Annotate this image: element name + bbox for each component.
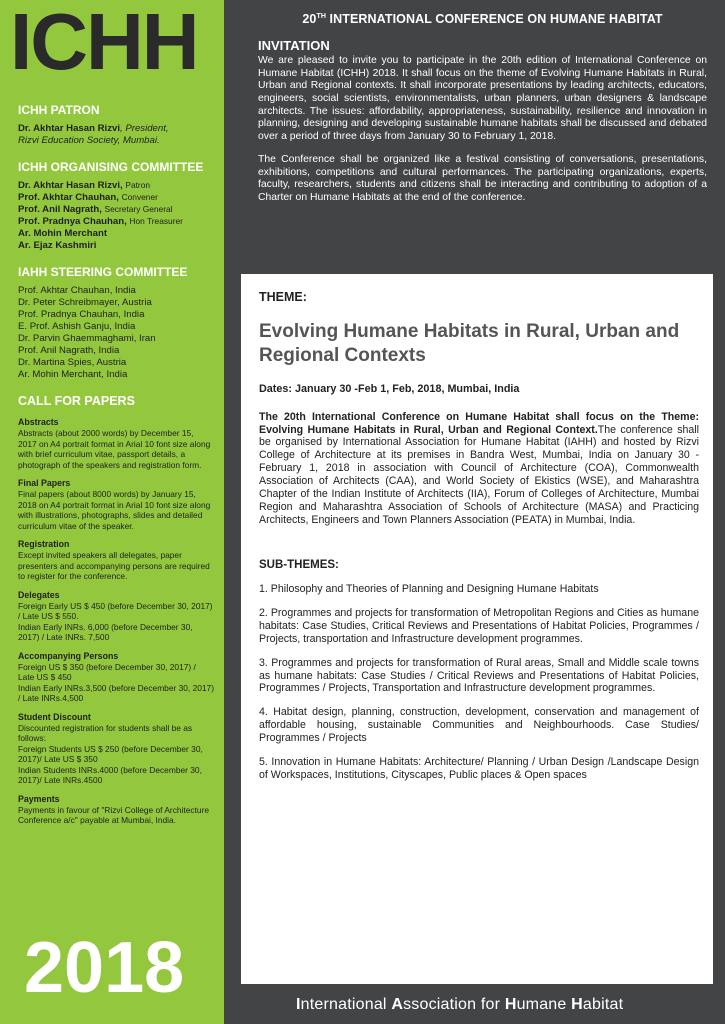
- call-section-text: Abstracts (about 2000 words) by December 15, 2017 on A4 portrait format in Arial 10 font size along with brief curriculum vitae, passport details, a photograph of the speakers and registration form.: [18, 428, 211, 470]
- patron-role: , President,: [120, 123, 169, 135]
- footer-word: ssociation for: [403, 996, 505, 1013]
- call-section-title: Student Discount: [18, 711, 91, 722]
- footer-initial: I: [296, 996, 301, 1013]
- steering-member: Prof. Pradnya Chauhan, India: [18, 309, 145, 321]
- steering-member: Prof. Anil Nagrath, India: [18, 345, 120, 357]
- dates-label: Dates:: [259, 382, 296, 395]
- patron-org: Rizvi Education Society, Mumbai.: [18, 135, 160, 147]
- invitation-paragraph: The Conference shall be organized like a festival consisting of conversations, presentations, exhibitions, competitions and cultural performances. The participating organizations, experts, faculty, researchers, students and citizens shall be interacting and contributing to adoption of a Charter on Humane Habitats at the end of the conference.: [258, 153, 707, 203]
- footer-word: umane: [516, 996, 572, 1013]
- footer-initial: H: [571, 996, 583, 1013]
- steering-member: Ar. Mohin Merchant, India: [18, 369, 128, 381]
- call-section-text: Foreign Early US $ 450 (before December 30, 2017) / Late US $ 550. Indian Early INRs. 6,000 (before December 30, 2017) / Late INRs. 7,500: [18, 600, 213, 643]
- org-member-name: Prof. Akhtar Chauhan,: [18, 192, 119, 204]
- association-name: [296, 996, 623, 1014]
- steering-member: Dr. Peter Schreibmayer, Austria: [18, 297, 152, 309]
- steering-member: Dr. Parvin Ghaemmaghami, Iran: [18, 333, 156, 345]
- conference-number: 20: [302, 12, 317, 26]
- call-section-title: Abstracts: [18, 417, 59, 428]
- invitation-panel: [224, 0, 725, 264]
- conference-title: [258, 12, 707, 26]
- call-section-title: Registration: [18, 539, 70, 550]
- conference-name: INTERNATIONAL CONFERENCE ON HUMANE HABITAT: [325, 12, 663, 26]
- subtheme-item: 3. Programmes and projects for transformation of Rural areas, Small and Middle scale towns as humane habitats: Case Studies / Critical Reviews and Presentations of Habitat Policies, Programmes / Projects, Transportation and Infrastructure development programmes.: [259, 656, 699, 695]
- org-member-name: Dr. Akhtar Hasan Rizvi,: [18, 180, 123, 192]
- conference-number-suffix: TH: [316, 12, 326, 20]
- subtheme-item: 2. Programmes and projects for transformation of Metropolitan Regions and Cities as humane habitats: Case Studies, Critical Reviews and Presentations of Habitat Policies, Programmes / Projects, transportation and Infrastructure development programmes.: [259, 606, 699, 645]
- call-section-text: Payments in favour of "Rizvi College of Architecture Conference a/c" payable at Mumbai, India.: [18, 804, 210, 826]
- theme-description: [259, 411, 699, 527]
- org-member-role: Hon Treasurer: [129, 216, 183, 227]
- call-section-text: Except invited speakers all delegates, paper presenters and accompanying persons are required to register for the conference.: [18, 550, 210, 582]
- subtheme-item: 5. Innovation in Humane Habitats: Architecture/ Planning / Urban Design /Landscape Design of Workspaces, Institutions, Cityscapes, Public places & Open spaces: [259, 756, 699, 782]
- invitation-paragraph: We are pleased to invite you to participate in the 20th edition of International Conference on Humane Habitat (ICHH) 2018. It shall focus on the theme of Evolving Humane Habitats in Rural, Urban and Regional contexts. It shall incorporate presentations by leading architects, educators, engineers, social scientists, environmentalists, urban planners, urban designers & landscape architects. The issues: affordability, appropriateness, sustainability, resilience and innovation in planning, designing and developing sustainable humane habitats shall be discussed and debated over a period of three days from January 30 to February 1, 2018.: [258, 55, 707, 143]
- steering-member: Dr. Martina Spies, Austria: [18, 357, 127, 369]
- call-section-title: Final Papers: [18, 478, 71, 489]
- org-member: [18, 240, 214, 252]
- call-section-text: Final papers (about 8000 words) by January 15, 2018 on A4 portrait format in Arial 10 font size along with illustrations, photographs, slides and detailed curriculum vitae of the speaker.: [18, 489, 211, 531]
- dates-value: January 30 -Feb 1, Feb, 2018, Mumbai, India: [295, 382, 520, 395]
- org-member-role: Secretary General: [104, 204, 173, 215]
- theme-panel: [241, 274, 713, 984]
- footer-bar: [224, 984, 725, 1024]
- theme-focus: The 20th International Conference on Humane Habitat shall focus on the Theme: Evolving Humane Habitats in Rural, Urban and Regional Context.: [259, 410, 699, 436]
- steering-heading: IAHH STEERING COMMITTEE: [18, 265, 188, 280]
- subthemes-label: SUB-THEMES:: [259, 558, 339, 571]
- org-member-name: Prof. Pradnya Chauhan,: [18, 216, 127, 228]
- org-member: [18, 204, 214, 216]
- patron-section: [18, 104, 214, 147]
- brand-logo: ICHH: [10, 0, 198, 86]
- org-member-name: Prof. Anil Nagrath,: [18, 204, 102, 216]
- org-member: [18, 180, 214, 192]
- footer-initial: A: [391, 996, 404, 1013]
- org-member-role: Patron: [125, 180, 151, 191]
- theme-details: The conference shall be organised by International Association for Humane Habitat (IAHH) and hosted by Rizvi College of Architecture at its premises in Bandra West, Mumbai, India on January 30 - February 1, 2018 in association with Council of Architecture (COA), Commonwealth Association of Architects (CAA), and World Society of Ekistics (WSE), and Maharashtra Chapter of the Indian Institute of Architects (IIA), Forum of Colleges of Architecture, Mumbai Region and Maharashtra Association of Schools of Architecture (MASA) and Practicing Architects, Engineers and Town Planners Association (PEATA) in Mumbai, India.: [259, 423, 699, 526]
- call-section-title: Delegates: [18, 589, 60, 600]
- org-member: [18, 216, 214, 228]
- call-section-text: Foreign US $ 350 (before December 30, 2017) / Late US $ 450 Indian Early INRs.3,500 (before December 30, 2017) / Late INRs.4,500: [18, 661, 214, 704]
- patron-org-line: [18, 135, 214, 147]
- org-member: [18, 192, 214, 204]
- theme-title: Evolving Humane Habitats in Rural, Urban and Regional Contexts: [259, 321, 680, 367]
- invitation-heading: INVITATION: [258, 38, 330, 53]
- theme-label: THEME:: [259, 290, 307, 304]
- sidebar: [0, 0, 224, 1024]
- footer-word: abitat: [582, 996, 624, 1013]
- patron-heading: ICHH PATRON: [18, 103, 100, 117]
- patron-name-line: [18, 123, 214, 135]
- organising-heading: ICHH ORGANISING COMMITTEE: [18, 160, 204, 175]
- org-member: [18, 228, 214, 240]
- organising-committee: [18, 161, 214, 252]
- year-label: 2018: [24, 928, 185, 1008]
- steering-member: E. Prof. Ashish Ganju, India: [18, 321, 136, 333]
- subtheme-item: 4. Habitat design, planning, construction, development, conservation and management of affordable housing, sustainable Communities and Neighbourhoods. Case Studies/ Programmes / Projects: [259, 706, 699, 745]
- call-section-text: Discounted registration for students shall be as follows: Foreign Students US $ 250 (before December 30, 2017)/ Late US $ 350 Indian Students INRs.4000 (before December 30, 2017)/ Late INRs.4500: [18, 722, 203, 786]
- call-heading: CALL FOR PAPERS: [18, 394, 135, 409]
- footer-initial: H: [504, 996, 517, 1013]
- org-member-name: Ar. Mohin Merchant: [18, 228, 108, 240]
- steering-committee: [18, 266, 214, 381]
- patron-name: Dr. Akhtar Hasan Rizvi: [18, 123, 121, 135]
- subtheme-item: 1. Philosophy and Theories of Planning and Designing Humane Habitats: [259, 582, 599, 595]
- org-member-role: Convener: [121, 192, 158, 203]
- footer-word: nternational: [300, 996, 392, 1013]
- call-section-title: Accompanying Persons: [18, 650, 119, 661]
- call-for-papers: [18, 395, 214, 825]
- call-section-title: Payments: [18, 793, 60, 804]
- org-member-name: Ar. Ejaz Kashmiri: [18, 240, 97, 252]
- sidebar-content: [18, 104, 214, 840]
- steering-member: Prof. Akhtar Chauhan, India: [18, 285, 136, 297]
- dates-line: [259, 383, 699, 395]
